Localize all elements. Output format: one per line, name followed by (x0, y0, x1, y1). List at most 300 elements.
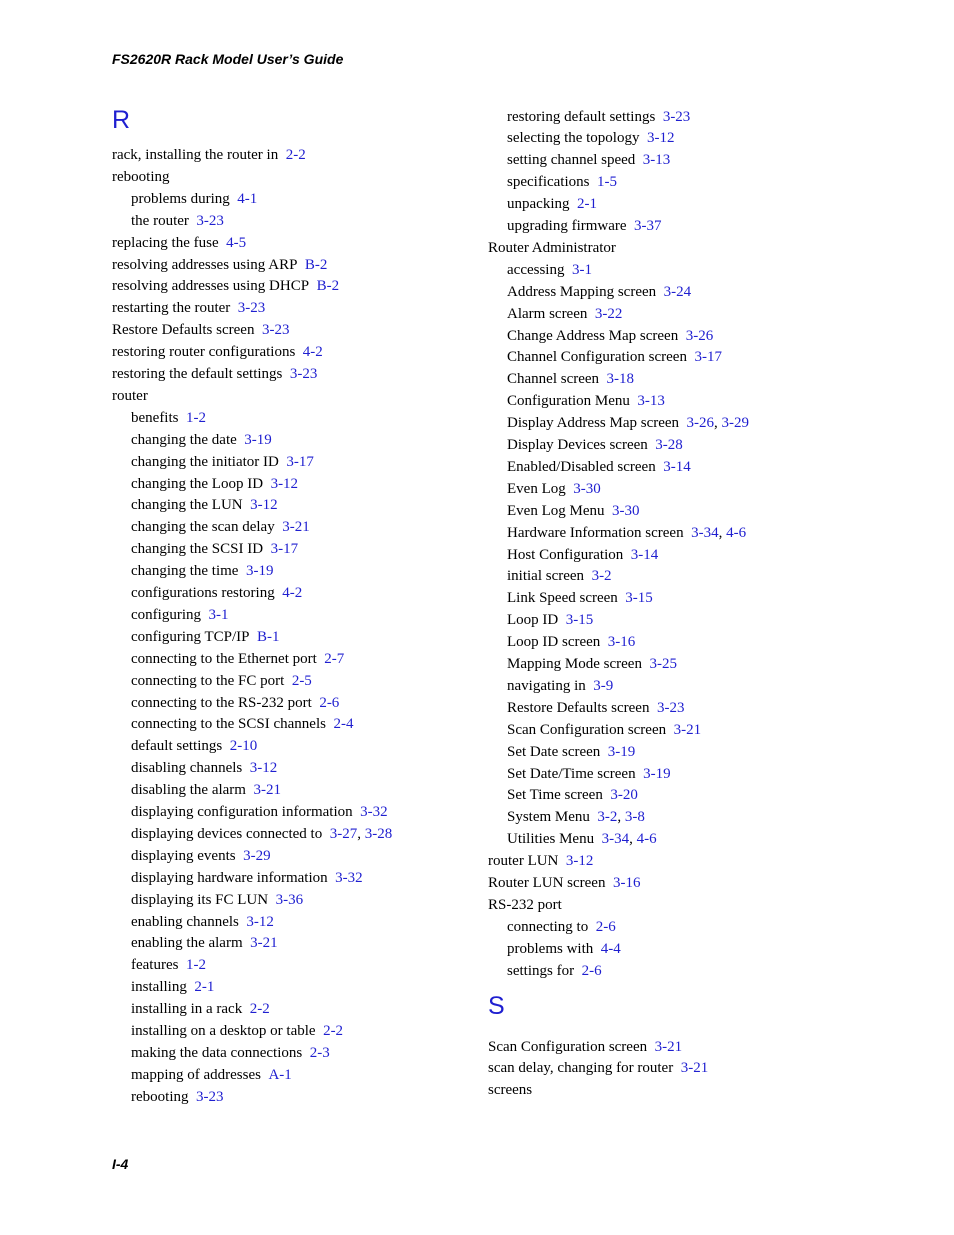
index-subentry (507, 436, 683, 454)
index-term: enabling the alarm (131, 935, 243, 952)
index-subentry (131, 781, 281, 799)
page-reference-link[interactable]: 3-34 (691, 524, 719, 541)
index-subentry (131, 453, 314, 471)
page-reference-link[interactable]: 4-2 (282, 585, 303, 601)
page-ref-separator (599, 371, 607, 387)
index-term: Alarm screen (507, 305, 588, 322)
page-reference-link[interactable]: 3-16 (607, 634, 636, 651)
index-term: scan delay, changing for router (488, 1060, 674, 1077)
index-subentry (507, 458, 691, 476)
page-reference-link[interactable]: 3-24 (663, 283, 692, 300)
index-term: rebooting (131, 1088, 189, 1105)
page-ref-separator: , (714, 415, 722, 432)
page-ref-separator (297, 257, 305, 273)
index-term: configurations restoring (131, 585, 275, 601)
page-reference-link[interactable]: 3-32 (335, 869, 363, 886)
index-subentry (507, 392, 665, 410)
page-ref-separator (242, 760, 250, 776)
page-reference-link[interactable]: 2-5 (291, 672, 312, 689)
page-reference-link[interactable]: 2-4 (333, 716, 354, 733)
index-subentry (507, 743, 635, 761)
index-subentry (131, 672, 312, 690)
page-reference-link[interactable]: 3-27 (329, 825, 358, 842)
page-ref-separator (656, 284, 664, 300)
page-ref-separator (673, 1060, 681, 1076)
page-reference-link[interactable]: 4-6 (636, 831, 657, 848)
index-subentry (131, 496, 278, 514)
page-ref-separator (604, 503, 612, 519)
page-reference-link[interactable]: 3-13 (642, 152, 671, 169)
index-subentry (131, 847, 271, 865)
page-ref-separator (295, 344, 303, 360)
index-term: disabling channels (131, 760, 243, 777)
index-term: restoring router configurations (112, 344, 296, 361)
page-reference-link[interactable]: 3-26 (686, 415, 715, 432)
index-term: Restore Defaults screen (507, 699, 650, 716)
page-ref-separator (263, 476, 271, 492)
page-reference-link[interactable]: 4-5 (226, 234, 247, 251)
index-subentry (131, 869, 363, 887)
page-reference-link[interactable]: 3-15 (565, 612, 594, 629)
page-reference-link[interactable]: 3-29 (243, 847, 271, 864)
index-subentry (507, 655, 677, 673)
page-reference-link[interactable]: 3-12 (246, 913, 274, 930)
page-reference-link[interactable]: 3-23 (237, 300, 266, 317)
page-reference-link[interactable]: B-2 (304, 256, 328, 273)
page-reference-link[interactable]: 3-26 (685, 327, 714, 344)
index-subentry (507, 567, 612, 585)
page-ref-separator (263, 541, 271, 557)
index-term: resolving addresses using DHCP (112, 278, 310, 295)
page-ref-separator (302, 1045, 310, 1061)
page-reference-link[interactable]: 2-3 (309, 1044, 330, 1061)
page-ref-separator (564, 262, 572, 278)
page-ref-separator: , (357, 825, 365, 842)
index-subentry (507, 699, 684, 717)
page-ref-separator (635, 152, 643, 168)
index-term: Even Log Menu (507, 502, 605, 519)
page-ref-separator (584, 568, 592, 584)
page-reference-link[interactable]: 3-15 (625, 590, 653, 607)
page-reference-link[interactable]: 3-12 (646, 130, 675, 147)
index-entry (112, 387, 148, 405)
page-reference-link[interactable]: 2-1 (194, 979, 215, 996)
page-reference-link[interactable]: 3-1 (571, 261, 592, 278)
page-ref-separator (238, 563, 246, 579)
index-term: changing the SCSI ID (131, 541, 264, 558)
index-term: connecting to the SCSI channels (131, 716, 326, 733)
page-reference-link[interactable]: 3-22 (594, 305, 623, 322)
index-term: Display Devices screen (507, 437, 648, 453)
index-entry (488, 1038, 682, 1056)
page-reference-link[interactable]: 2-6 (581, 962, 602, 979)
index-term: changing the LUN (131, 497, 243, 514)
index-subentry (507, 480, 601, 498)
index-term: configuring TCP/IP (131, 628, 250, 645)
page-ref-separator (569, 196, 577, 212)
page-ref-separator: , (617, 809, 625, 826)
page-reference-link[interactable]: B-1 (256, 628, 280, 645)
page-ref-separator (254, 322, 262, 338)
index-subentry (131, 715, 353, 733)
page-reference-link[interactable]: 3-18 (606, 371, 635, 388)
page-ref-separator (230, 300, 238, 316)
index-entry (488, 874, 640, 892)
index-subentry (131, 518, 310, 536)
index-term: the router (131, 212, 189, 229)
index-subentry (131, 628, 279, 646)
page-ref-separator (219, 235, 227, 251)
index-term: restoring the default settings (112, 366, 283, 382)
index-subentry (131, 825, 392, 843)
page-ref-separator (242, 1001, 250, 1017)
page-ref-separator (322, 826, 330, 842)
index-term: setting channel speed (507, 152, 636, 169)
index-subentry (507, 348, 722, 366)
page-ref-separator (678, 328, 686, 344)
index-term: Scan Configuration screen (488, 1038, 648, 1055)
page-reference-link[interactable]: 2-6 (595, 918, 616, 935)
index-subentry (507, 108, 690, 126)
index-term: unpacking (507, 196, 570, 213)
index-subentry (131, 475, 298, 493)
index-subentry (131, 1088, 224, 1106)
index-term: connecting to the RS-232 port (131, 694, 312, 711)
index-subentry (507, 370, 634, 388)
page-reference-link[interactable]: 3-12 (250, 497, 278, 514)
page-ref-separator (593, 941, 601, 957)
index-subentry (507, 918, 616, 936)
index-subentry (131, 584, 302, 602)
page-reference-link[interactable]: 3-23 (261, 322, 290, 339)
page-reference-link[interactable]: 3-34 (601, 831, 630, 848)
index-subentry (507, 589, 653, 607)
page-reference-link[interactable]: 3-23 (656, 699, 685, 716)
page-reference-link[interactable]: 2-2 (285, 147, 306, 163)
index-term: connecting to (507, 918, 589, 935)
page-reference-link[interactable]: 3-19 (244, 431, 272, 448)
index-subentry (507, 808, 645, 826)
index-term: Link Speed screen (507, 590, 618, 607)
page-reference-link[interactable]: 1-5 (596, 174, 617, 191)
index-subentry (131, 606, 228, 624)
page-ref-separator (636, 766, 644, 782)
page-reference-link[interactable]: 2-2 (249, 1001, 270, 1018)
index-subentry (131, 891, 303, 909)
index-term: accessing (507, 261, 565, 278)
page-reference-link[interactable]: 3-1 (208, 606, 229, 623)
index-term: Change Address Map screen (507, 327, 679, 344)
index-subentry (507, 524, 746, 542)
index-term: Set Date/Time screen (507, 765, 636, 782)
page-reference-link[interactable]: 3-37 (634, 218, 662, 234)
page-header-title: FS2620R Rack Model User’s Guide (112, 51, 344, 67)
page-ref-separator (282, 366, 290, 382)
index-term: navigating in (507, 677, 586, 694)
page-ref-separator (328, 870, 336, 886)
page-reference-link[interactable]: 3-29 (721, 415, 750, 432)
index-term: upgrading firmware (507, 218, 627, 234)
page-ref-separator (268, 892, 276, 908)
page-ref-separator (236, 848, 244, 864)
page-ref-separator (589, 174, 597, 190)
page-ref-separator (178, 410, 186, 426)
index-term: RS-232 port (488, 896, 562, 913)
index-entry (488, 1081, 532, 1099)
page-reference-link[interactable]: 3-14 (663, 458, 691, 475)
page-reference-link[interactable]: 3-36 (275, 891, 304, 908)
index-subentry (131, 562, 273, 580)
index-term: features (131, 957, 179, 974)
page-reference-link[interactable]: 4-4 (600, 940, 621, 957)
index-term: System Menu (507, 809, 590, 826)
index-term: enabling channels (131, 913, 239, 930)
index-subentry (131, 759, 277, 777)
index-subentry (131, 540, 298, 558)
page-reference-link[interactable]: 3-28 (655, 437, 683, 453)
index-subentry (131, 190, 257, 208)
index-term: Set Date screen (507, 743, 601, 760)
page-reference-link[interactable]: 3-19 (607, 743, 636, 760)
index-term: selecting the topology (507, 130, 640, 147)
index-term: changing the date (131, 431, 237, 448)
index-subentry (131, 978, 214, 996)
index-subentry (507, 173, 617, 191)
index-subentry (131, 1000, 270, 1018)
page-ref-separator (278, 147, 286, 163)
page-ref-separator (574, 963, 582, 979)
page-reference-link[interactable]: 3-2 (597, 809, 618, 826)
page-reference-link[interactable]: 3-14 (630, 546, 659, 563)
index-term: Channel Configuration screen (507, 349, 687, 366)
index-term: displaying hardware information (131, 869, 328, 886)
index-section-letter: S (488, 991, 505, 1020)
page-reference-link[interactable]: 3-8 (624, 809, 645, 826)
page-reference-link[interactable]: B-2 (316, 278, 340, 295)
index-entry (112, 321, 289, 339)
index-section-letter: R (112, 106, 131, 134)
index-term: installing in a rack (131, 1001, 243, 1018)
index-term: router (112, 387, 148, 404)
index-subentry (507, 765, 671, 783)
index-term: Enabled/Disabled screen (507, 458, 656, 475)
index-term: rebooting (112, 168, 170, 185)
index-term: changing the time (131, 563, 239, 580)
page-ref-separator (189, 1089, 197, 1105)
index-term: Loop ID (507, 612, 559, 629)
page-ref-separator (684, 525, 692, 541)
page-reference-link[interactable]: 3-21 (250, 935, 278, 952)
page-reference-link[interactable]: 2-2 (323, 1023, 344, 1039)
index-term: Display Address Map screen (507, 415, 680, 432)
index-subentry (507, 677, 613, 695)
page-ref-separator (605, 875, 613, 891)
page-reference-link[interactable]: 3-32 (360, 804, 388, 820)
page-reference-link[interactable]: 4-6 (726, 524, 747, 541)
index-entry (112, 343, 323, 361)
index-term: displaying configuration information (131, 804, 353, 820)
index-term: screens (488, 1082, 533, 1099)
index-term: Channel screen (507, 371, 600, 388)
page-reference-link[interactable]: 3-17 (286, 453, 314, 470)
page-reference-link[interactable]: 3-16 (612, 875, 641, 891)
page-reference-link[interactable]: 3-19 (245, 563, 274, 580)
page-reference-link[interactable]: 2-7 (324, 650, 345, 667)
index-term: benefits (131, 409, 179, 426)
index-term: Configuration Menu (507, 393, 630, 410)
page-ref-separator (178, 957, 186, 973)
page-reference-link[interactable]: 3-20 (610, 787, 638, 804)
index-term: installing (131, 979, 187, 996)
page-ref-separator (588, 919, 596, 935)
index-term: Even Log (507, 480, 566, 497)
page-ref-separator (587, 306, 595, 322)
page-reference-link[interactable]: A-1 (268, 1066, 292, 1083)
index-subentry (507, 195, 597, 213)
page-reference-link[interactable]: 3-21 (680, 1060, 709, 1077)
index-term: disabling the alarm (131, 782, 246, 799)
page-reference-link[interactable]: 3-21 (282, 519, 310, 536)
index-subentry (507, 283, 691, 301)
page-ref-separator (594, 831, 602, 847)
index-term: connecting to the Ethernet port (131, 650, 317, 667)
page-reference-link[interactable]: 3-9 (593, 677, 614, 694)
index-subentry (131, 956, 206, 974)
index-subentry (131, 431, 272, 449)
index-term: configuring (131, 606, 201, 623)
index-subentry (131, 803, 388, 821)
page-ref-separator (353, 804, 361, 820)
page-ref-separator (558, 853, 566, 869)
index-subentry (131, 212, 224, 230)
page-reference-link[interactable]: 3-30 (573, 480, 601, 497)
index-subentry (507, 721, 701, 739)
index-subentry (131, 409, 206, 427)
page-ref-separator (600, 634, 608, 650)
page-reference-link[interactable]: 3-17 (270, 541, 299, 558)
page-reference-link[interactable]: 4-2 (302, 344, 323, 361)
page-reference-link[interactable]: 3-21 (253, 782, 281, 799)
page-reference-link[interactable]: 2-6 (319, 694, 340, 711)
page-reference-link[interactable]: 3-12 (270, 475, 299, 492)
page-reference-link[interactable]: 3-21 (654, 1038, 683, 1055)
index-term: changing the scan delay (131, 519, 275, 536)
page-reference-link[interactable]: 3-23 (196, 1088, 224, 1105)
index-term: initial screen (507, 568, 585, 585)
index-subentry (507, 633, 635, 651)
index-term: connecting to the FC port (131, 672, 285, 689)
page-ref-separator (558, 612, 566, 628)
page-ref-separator (243, 935, 251, 951)
page-reference-link[interactable]: 3-28 (364, 825, 393, 842)
index-subentry (507, 305, 622, 323)
index-term: restoring default settings (507, 108, 656, 125)
index-term: mapping of addresses (131, 1066, 261, 1083)
page-reference-link[interactable]: 2-10 (229, 738, 258, 755)
page-reference-link[interactable]: 3-13 (637, 393, 665, 410)
index-term: rack, installing the router in (112, 147, 279, 163)
index-subentry (131, 737, 257, 755)
page-ref-separator (316, 1023, 324, 1039)
page-ref-separator (666, 722, 674, 738)
page-ref-separator: , (629, 831, 637, 848)
index-entry (488, 1059, 708, 1077)
index-term: settings for (507, 962, 575, 979)
index-entry (112, 146, 306, 164)
index-term: changing the Loop ID (131, 475, 264, 492)
index-subentry (131, 1044, 330, 1062)
index-term: default settings (131, 738, 223, 755)
index-term: Mapping Mode screen (507, 656, 642, 672)
index-entry (112, 234, 246, 252)
index-term: changing the initiator ID (131, 453, 279, 470)
index-subentry (507, 830, 657, 848)
page-reference-link[interactable]: 3-23 (196, 212, 224, 229)
index-subentry (131, 913, 274, 931)
page-reference-link[interactable]: 3-17 (694, 349, 722, 366)
page-reference-link[interactable]: 3-2 (591, 568, 612, 585)
index-term: Router Administrator (488, 239, 616, 256)
page-ref-separator (623, 547, 631, 563)
index-term: Restore Defaults screen (112, 322, 255, 339)
index-subentry (131, 694, 339, 712)
page-ref-separator (222, 738, 230, 754)
index-term: Set Time screen (507, 787, 603, 804)
index-term: Router LUN screen (488, 875, 606, 891)
page-reference-link[interactable]: 3-30 (611, 502, 640, 519)
index-term: Hardware Information screen (507, 524, 684, 541)
index-term: resolving addresses using ARP (112, 256, 298, 273)
page-reference-link[interactable]: 3-19 (643, 765, 671, 782)
page-reference-link[interactable]: 3-12 (249, 760, 278, 777)
index-subentry (507, 217, 662, 235)
page-ref-separator (639, 130, 647, 146)
index-subentry (507, 546, 658, 564)
index-entry (488, 852, 593, 870)
page-number: I-4 (112, 1156, 129, 1172)
page-reference-link[interactable]: 3-23 (662, 108, 691, 125)
page-reference-link[interactable]: 3-23 (289, 366, 318, 382)
index-term: router LUN (488, 853, 559, 870)
index-term: displaying events (131, 847, 236, 864)
page-ref-separator (679, 415, 687, 431)
index-term: making the data connections (131, 1044, 303, 1061)
index-subentry (507, 151, 670, 169)
index-subentry (507, 786, 638, 804)
index-term: restarting the router (112, 300, 231, 317)
page-reference-link[interactable]: 3-21 (673, 721, 702, 738)
index-subentry (131, 934, 278, 952)
index-subentry (507, 261, 592, 279)
page-reference-link[interactable]: 1-2 (185, 957, 206, 974)
page-reference-link[interactable]: 1-2 (185, 409, 206, 426)
index-term: Address Mapping screen (507, 283, 657, 300)
page-ref-separator (627, 218, 635, 234)
index-entry (488, 239, 616, 257)
page-ref-separator (249, 629, 257, 645)
page-reference-link[interactable]: 3-25 (649, 656, 677, 672)
index-term: Loop ID screen (507, 634, 601, 651)
index-entry (488, 896, 562, 914)
index-subentry (131, 650, 344, 668)
page-reference-link[interactable]: 3-12 (565, 853, 594, 870)
page-reference-link[interactable]: 4-1 (237, 190, 258, 207)
page-reference-link[interactable]: 2-1 (576, 196, 597, 213)
index-subentry (131, 1066, 292, 1084)
index-subentry (507, 962, 602, 980)
index-term: problems during (131, 190, 230, 207)
index-entry (112, 365, 317, 383)
